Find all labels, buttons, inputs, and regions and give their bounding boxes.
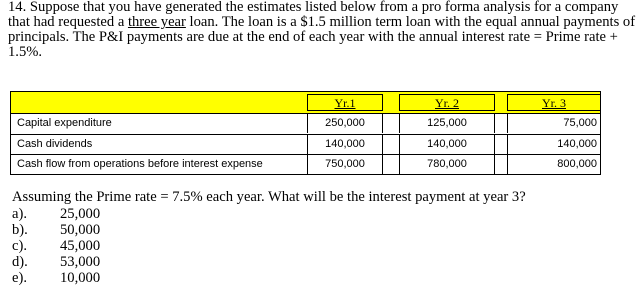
option-value: 50,000 [60,222,101,238]
question-text [8,0,636,60]
loan-term-underlined: three year [127,14,186,30]
pro-forma-table [10,91,601,175]
option-value: 10,000 [60,270,101,286]
row-label: Capital expenditure [17,117,112,129]
option-letter: e). [12,270,27,286]
cell-value: 750,000 [307,155,383,174]
row-label: Cash flow from operations before interest expense [17,158,263,170]
cell-value: 75,000 [507,114,601,133]
column-header-year-1: Yr.1 [307,94,383,111]
row-label: Cash dividends [17,138,93,150]
option-letter: c). [12,238,27,254]
cell-value: 140,000 [507,135,601,154]
column-header-year-3: Yr. 3 [507,94,601,111]
cell-value: 125,000 [399,114,495,133]
table-header-row [10,91,601,113]
option-value: 25,000 [60,206,101,222]
option-letter: b). [12,222,28,238]
cell-value: 800,000 [507,155,601,174]
column-header-year-2: Yr. 2 [399,94,495,111]
table-row [11,154,600,174]
table-row [11,114,600,134]
question-intro: 14. Suppose that you have generated the estimates listed below from a pro forma analysis for a company that had requested a [8,0,619,30]
question-prompt: Assuming the Prime rate = 7.5% each year. What will be the interest payment at year 3? [12,189,526,205]
option-letter: a). [12,206,27,222]
option-value: 45,000 [60,238,101,254]
option-letter: d). [12,254,28,270]
table-row [11,134,600,154]
cell-value: 140,000 [399,135,495,154]
cell-value: 250,000 [307,114,383,133]
question-details: loan. The loan is a $1.5 million term loan with the equal annual payments of principals. The P&I payments are due at the end of each year with the annual interest rate = Prime rate + 1.5%. [8,14,636,60]
option-value: 53,000 [60,254,101,270]
cell-value: 140,000 [307,135,383,154]
cell-value: 780,000 [399,155,495,174]
